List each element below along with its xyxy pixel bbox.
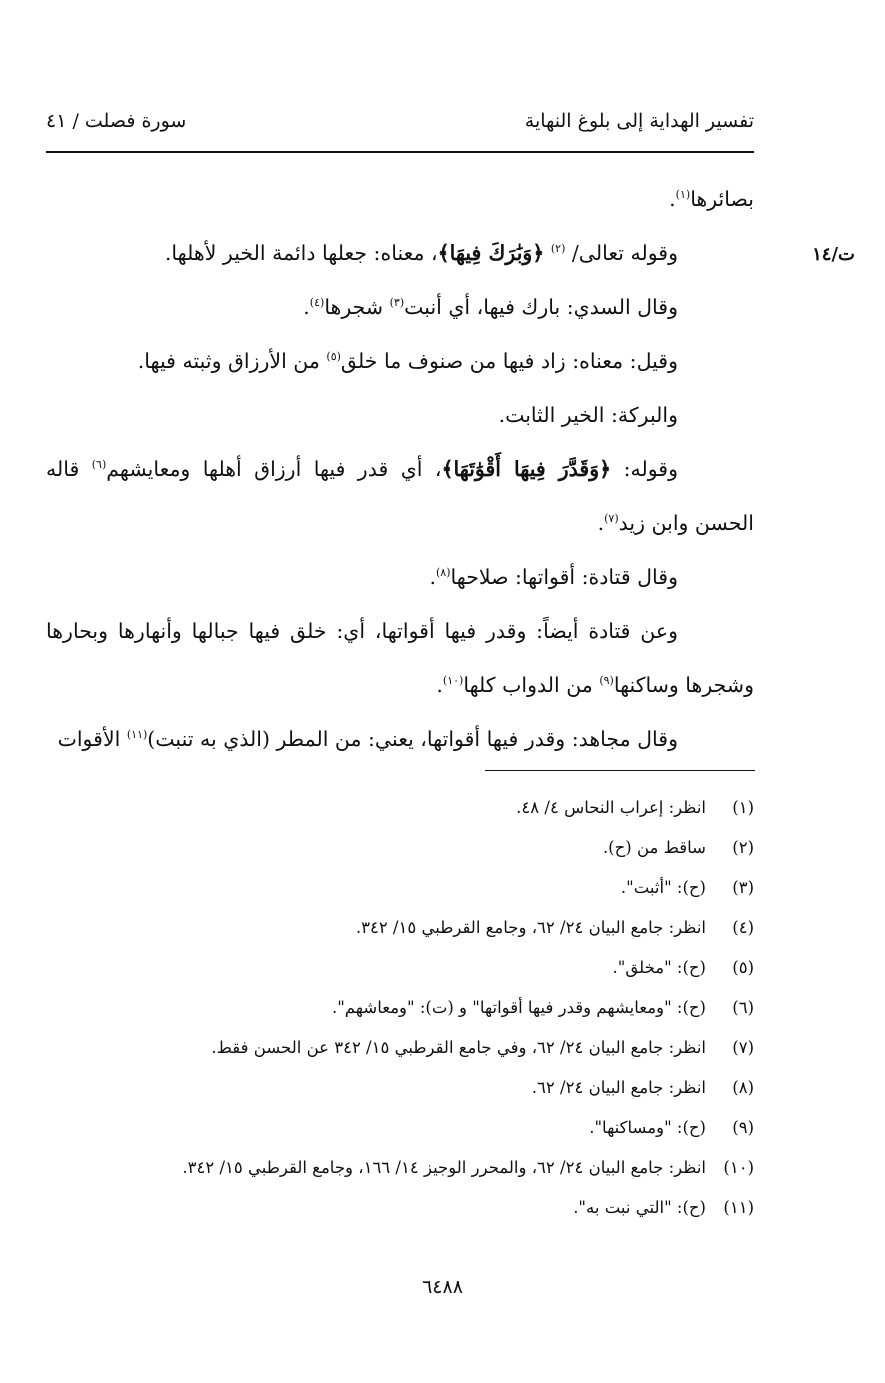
footnote-text: انظر: جامع البيان ٢٤/ ٦٢، والمحرر الوجيز ١٤/ ١٦٦، وجامع القرطبي ١٥/ ٣٤٢. — [182, 1158, 706, 1177]
footnote-text: انظر: جامع البيان ٢٤/ ٦٢، وفي جامع القرطبي ١٥/ ٣٤٢ عن الحسن فقط. — [211, 1038, 706, 1057]
footnote-text: (ح): "ومساكنها". — [589, 1118, 706, 1137]
footnote-rule — [485, 770, 755, 771]
text-run: وقيل: معناه: زاد فيها من صنوف ما خلق — [340, 349, 678, 373]
running-header — [46, 110, 754, 132]
text-run: . — [597, 511, 605, 535]
text-run: وقوله تعالى/ — [565, 241, 678, 265]
footnote-text: انظر: جامع البيان ٢٤/ ٦٢. — [531, 1078, 706, 1097]
text-run: الأقوات — [57, 727, 127, 751]
footnote — [46, 1108, 754, 1148]
book-title: تفسير الهداية إلى بلوغ النهاية — [524, 110, 754, 132]
paragraph — [46, 550, 754, 604]
text-run: وقال مجاهد: وقدر فيها أقواتها، يعني: من المطر (الذي به تنبت) — [147, 727, 678, 751]
footnote-text: انظر: إعراب النحاس ٤/ ٤٨. — [516, 798, 706, 817]
footnote — [46, 908, 754, 948]
footnote-number: (١١) — [723, 1198, 754, 1217]
quran-quote: ﴿وَبَٰرَكَ فِيهَا﴾ — [437, 241, 545, 265]
footnote — [46, 1028, 754, 1068]
footnote-text: (ح): "أثبت". — [620, 878, 706, 897]
text-run: ، أي قدر فيها أرزاق أهلها ومعايشهم — [106, 457, 442, 481]
footnote — [46, 1148, 754, 1188]
footnote-marker: (٢) — [550, 242, 566, 256]
paragraph — [46, 712, 754, 766]
footnote — [46, 788, 754, 828]
footnote-marker: (٣) — [389, 296, 405, 310]
footnote-number: (٩) — [732, 1118, 754, 1137]
footnote-text: (ح): "ومعايشهم وقدر فيها أقواتها" و (ت): "ومعاشهم". — [331, 998, 706, 1017]
text-run: والبركة: الخير الثابت. — [498, 403, 678, 427]
footnote-text: انظر: جامع البيان ٢٤/ ٦٢، وجامع القرطبي ١٥/ ٣٤٢. — [355, 918, 706, 937]
footnote-text: (ح): "التي نبت به". — [573, 1198, 706, 1217]
text-run: . — [436, 673, 443, 697]
header-rule — [46, 151, 754, 153]
footnote — [46, 988, 754, 1028]
footnote-marker: (٦) — [91, 458, 107, 472]
main-text — [46, 172, 754, 766]
footnote-marker: (٤) — [309, 296, 325, 310]
footnote-number: (٥) — [732, 958, 754, 977]
footnote-text: (ح): "مخلق". — [612, 958, 706, 977]
paragraph — [46, 604, 754, 712]
paragraph — [46, 226, 754, 280]
footnote-number: (١) — [732, 798, 754, 817]
footnote — [46, 1188, 754, 1228]
text-run: بصائرها — [690, 187, 754, 211]
footnotes — [46, 788, 754, 1228]
footnote-number: (١٠) — [723, 1158, 754, 1177]
footnote-number: (٨) — [732, 1078, 754, 1097]
quran-quote: ﴿وَقَدَّرَ فِيهَا أَقْوَٰتَهَا﴾ — [441, 457, 612, 481]
footnote-number: (٣) — [732, 878, 754, 897]
text-run: قاله الحسن وابن زيد — [46, 457, 754, 535]
paragraph — [46, 388, 754, 442]
footnote — [46, 948, 754, 988]
text-run: شجرها — [324, 295, 390, 319]
footnote-marker: (١١) — [126, 728, 148, 742]
footnote-number: (٤) — [732, 918, 754, 937]
text-run: وقال السدي: بارك فيها، أي أنبت — [404, 295, 678, 319]
footnote-marker: (١) — [675, 188, 691, 202]
footnote-number: (٧) — [732, 1038, 754, 1057]
text-run: . — [669, 187, 676, 211]
footnote-text: ساقط من (ح). — [602, 838, 706, 857]
text-run: وقوله: — [611, 457, 678, 481]
margin-manuscript-ref: ت/١٤ — [812, 244, 855, 265]
surah-label: سورة فصلت / ٤١ — [46, 110, 187, 132]
footnote-marker: (٥) — [326, 350, 341, 364]
text-run: . — [303, 295, 310, 319]
footnote-number: (٦) — [732, 998, 754, 1017]
paragraph — [46, 442, 754, 550]
text-run: وعن قتادة أيضاً: وقدر فيها أقواتها، أي: خلق فيها جبالها وأنهارها وبحارها وشجرها وساكنها — [46, 619, 754, 697]
footnote — [46, 828, 754, 868]
page-number: ٦٤٨٨ — [422, 1276, 463, 1298]
text-run: . — [429, 565, 436, 589]
footnote-marker: (١٠) — [442, 674, 464, 688]
footnote-number: (٢) — [732, 838, 754, 857]
footnote — [46, 1068, 754, 1108]
text-run: ، معناه: جعلها دائمة الخير لأهلها. — [164, 241, 438, 265]
footnote-marker: (٧) — [604, 512, 619, 526]
footnote-marker: (٨) — [435, 566, 451, 580]
text-run: من الدواب كلها — [463, 673, 600, 697]
text-run: من الأرزاق وثبته فيها. — [137, 349, 327, 373]
footnote-marker: (٩) — [599, 674, 614, 688]
text-run: وقال قتادة: أقواتها: صلاحها — [450, 565, 678, 589]
paragraph — [46, 172, 754, 226]
paragraph — [46, 280, 754, 334]
paragraph — [46, 334, 754, 388]
footnote — [46, 868, 754, 908]
